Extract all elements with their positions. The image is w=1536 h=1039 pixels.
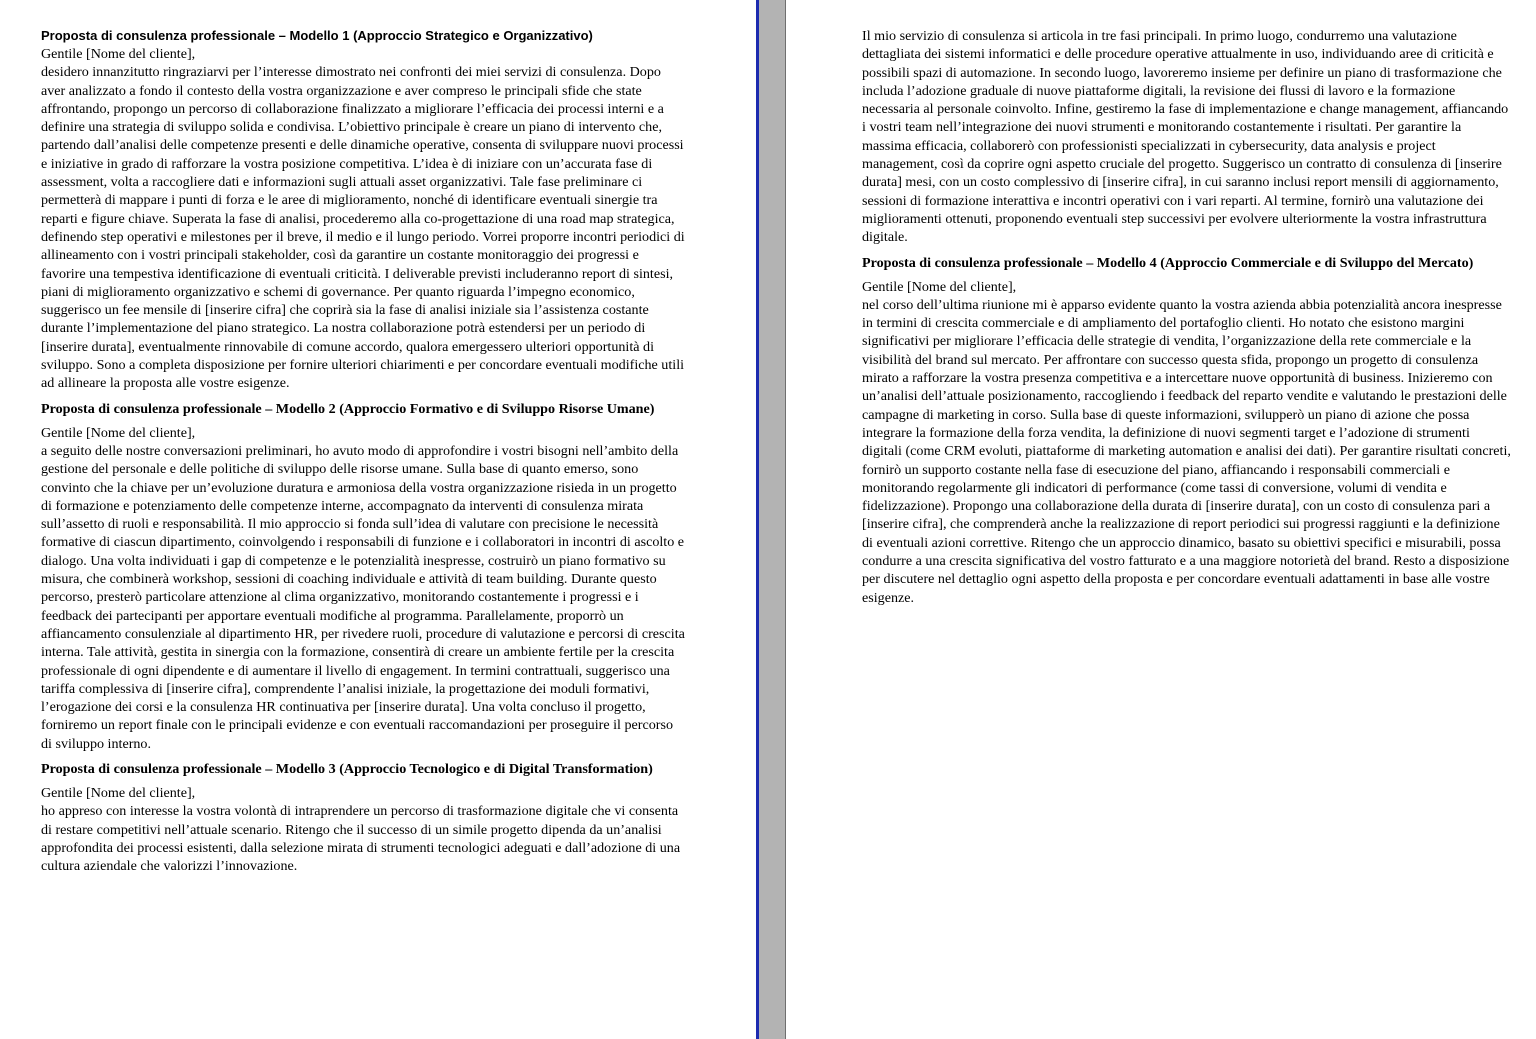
- salutation: Gentile [Nome del cliente],: [41, 46, 196, 62]
- document-page-right: [786, 0, 1536, 1039]
- page-left-content: [41, 27, 686, 875]
- salutation: Gentile [Nome del cliente],: [41, 784, 196, 801]
- proposal-heading-model-4: Proposta di consulenza professionale – Modello 4 (Approccio Commerciale e di Sviluppo del Mercato): [862, 254, 1474, 271]
- salutation: Gentile [Nome del cliente],: [862, 278, 1017, 295]
- proposal-body-model-3-intro: ho appreso con interesse la vostra volontà di intraprendere un percorso di trasformazione digitale che vi consenta di restare competitivi nell’attuale scenario. Ritengo che il successo di un simile progetto dipenda da un’analisi approfondita dei processi esistenti, dalla selezione mirata di strumenti tecnologici adeguati e dall’adozione di una cultura aziendale che valorizzi l’innovazione.: [41, 803, 681, 875]
- proposal-body-model-2: a seguito delle nostre conversazioni preliminari, ho avuto modo di approfondire i vostri bisogni nell’ambito della gestione del personale e delle politiche di sviluppo delle risorse umane. Sulla base di quanto emerso, sono convinto che la chiave per un’evoluzione duratura e armoniosa della vostra organizzazione risieda in un progetto di formazione e potenziamento delle competenze interne, accompagnato da interventi di consulenza mirata sull’assetto di ruoli e responsabilità. Il mio approccio si fonda sull’idea di valutare con precisione le necessità formative di ciascun dipartimento, coinvolgendo i responsabili di funzione e i collaboratori in incontri di ascolto e dialogo. Una volta individuati i gap di competenze e le potenzialità inespresse, costruirò un piano formativo su misura, che combinerà workshop, sessioni di coaching individuale e attività di team building. Durante questo percorso, presterò particolare attenzione al clima organizzativo, monitorando costantemente i progressi e i feedback dei partecipanti per apportare eventuali modifiche al programma. Parallelamente, proporrò un affiancamento consulenziale al dipartimento HR, per rivedere ruoli, procedure di valutazione e percorsi di crescita interna. Tale attività, gestita in sinergia con la formazione, consentirà di creare un ambiente fertile per la crescita professionale di ogni dipendente e di aumentare il livello di engagement. In termini contrattuali, suggerisco una tariffa complessiva di [inserire cifra], comprendente l’analisi iniziale, la progettazione dei moduli formativi, l’erogazione dei corsi e la consulenza HR continuativa per [inserire durata]. Una volta concluso il progetto, forniremo un report finale con le principali evidenze e con eventuali raccomandazioni per proseguire il percorso di sviluppo interno.: [41, 442, 685, 752]
- salutation: Gentile [Nome del cliente],: [41, 424, 196, 441]
- proposal-heading-model-3: Proposta di consulenza professionale – Modello 3 (Approccio Tecnologico e di Digital Transformation): [41, 760, 653, 777]
- page-gutter: [756, 0, 786, 1039]
- proposal-body-model-3-continued: Il mio servizio di consulenza si articola in tre fasi principali. In primo luogo, condurremo una valutazione dettagliata dei sistemi informatici e delle procedure operative attualmente in uso, individuando aree di criticità e possibili spazi di automazione. In secondo luogo, lavoreremo insieme per definire un piano di trasformazione che includa l’adozione graduale di nuove piattaforme digitali, la revisione dei flussi di lavoro e la formazione necessaria al personale coinvolto. Infine, gestiremo la fase di implementazione e change management, affiancando i vostri team nell’integrazione dei nuovi strumenti e monitorando costantemente i risultati. Per garantire la massima efficacia, collaborerò con professionisti specializzati in cybersecurity, data analysis e project management, così da coprire ogni aspetto cruciale del progetto. Suggerisco un contratto di consulenza di [inserire durata] mesi, con un costo complessivo di [inserire cifra], in cui saranno inclusi report mensili di aggiornamento, sessioni di formazione interattiva e incontri operativi con i vari reparti. Al termine, fornirò una valutazione dei miglioramenti ottenuti, proponendo eventuali step successivi per evolvere ulteriormente la vostra infrastruttura digitale.: [862, 28, 1509, 246]
- proposal-heading-model-2: Proposta di consulenza professionale – Modello 2 (Approccio Formativo e di Sviluppo Risorse Umane): [41, 400, 655, 417]
- document-page-left: [0, 0, 756, 1039]
- proposal-body-model-4: nel corso dell’ultima riunione mi è apparso evidente quanto la vostra azienda abbia potenzialità ancora inespresse in termini di crescita commerciale e di ampliamento del portafoglio clienti. Ho notato che esistono margini significativi per migliorare l’efficacia delle strategie di vendita, l’organizzazione della rete commerciale e la visibilità del brand sul mercato. Per affrontare con successo questa sfida, propongo un progetto di consulenza mirato a rafforzare la vostra presenza competitiva e a intercettare nuove opportunità di business. Inizieremo con un’analisi dell’attuale posizionamento, raccogliendo i feedback del reparto vendite e valutando le prestazioni delle campagne di marketing in corso. Sulla base di queste informazioni, svilupperò un piano di azione che possa integrare la formazione della forza vendita, la definizione di nuovi segmenti target e l’adozione di strumenti digitali (come CRM evoluti, piattaforme di marketing automation e analisi dei dati). Per garantire risultati concreti, fornirò un supporto costante nella fase di esecuzione del piano, affiancando i responsabili commerciali e monitorando regolarmente gli indicatori di performance (come tassi di conversione, volumi di vendita e fidelizzazione). Propongo una collaborazione della durata di [inserire durata], con un costo di consulenza pari a [inserire cifra], che comprenderà anche la realizzazione di report periodici sui progressi raggiunti e la definizione di eventuali azioni correttive. Ritengo che un approccio dinamico, basato su obiettivi specifici e misurabili, possa condurre a una crescita significativa del vostro fatturato e a una maggiore notorietà del brand. Resto a disposizione per discutere nel dettaglio ogni aspetto della proposta e per concordare eventuali adattamenti in base alle vostre esigenze.: [862, 296, 1511, 606]
- page-right-content: [862, 27, 1512, 607]
- proposal-heading-model-1: Proposta di consulenza professionale – Modello 1 (Approccio Strategico e Organizzativo): [41, 28, 593, 43]
- proposal-body-model-1: desidero innanzitutto ringraziarvi per l’interesse dimostrato nei confronti dei miei servizi di consulenza. Dopo aver analizzato a fondo il contesto della vostra organizzazione e aver compreso le principali sfide che state affrontando, propongo un percorso di collaborazione finalizzato a migliorare l’efficacia dei processi interni e a definire una strategia di sviluppo solida e condivisa. L’obiettivo principale è creare un piano di intervento che, partendo dall’analisi delle competenze presenti e delle dinamiche operative, consenta di sviluppare nuovi processi e iniziative in grado di rafforzare la vostra posizione competitiva. L’idea è di iniziare con un’accurata fase di assessment, volta a raccogliere dati e informazioni sugli attuali asset organizzativi. Tale fase preliminare ci permetterà di mappare i punti di forza e le aree di miglioramento, nonché di identificare eventuali sinergie tra reparti e figure chiave. Superata la fase di analisi, procederemo alla co-progettazione di una road map strategica, definendo step operativi e milestones per il breve, il medio e il lungo periodo. Vorrei proporre incontri periodici di allineamento con i vostri principali stakeholder, così da garantire un costante monitoraggio dei progressi e favorire una tempestiva identificazione di eventuali criticità. I deliverable previsti includeranno report di sintesi, piani di miglioramento organizzativo e schemi di governance. Per quanto riguarda l’impegno economico, suggerisco un fee mensile di [inserire cifra] che coprirà sia la fase di analisi iniziale sia l’assistenza costante durante l’implementazione del piano strategico. La nostra collaborazione potrà estendersi per un periodo di [inserire durata], eventualmente rinnovabile di comune accordo, qualora emergessero ulteriori opportunità di sviluppo. Sono a completa disposizione per fornire ulteriori chiarimenti e per concordare eventuali modifiche utili ad allineare la proposta alle vostre esigenze.: [41, 64, 685, 392]
